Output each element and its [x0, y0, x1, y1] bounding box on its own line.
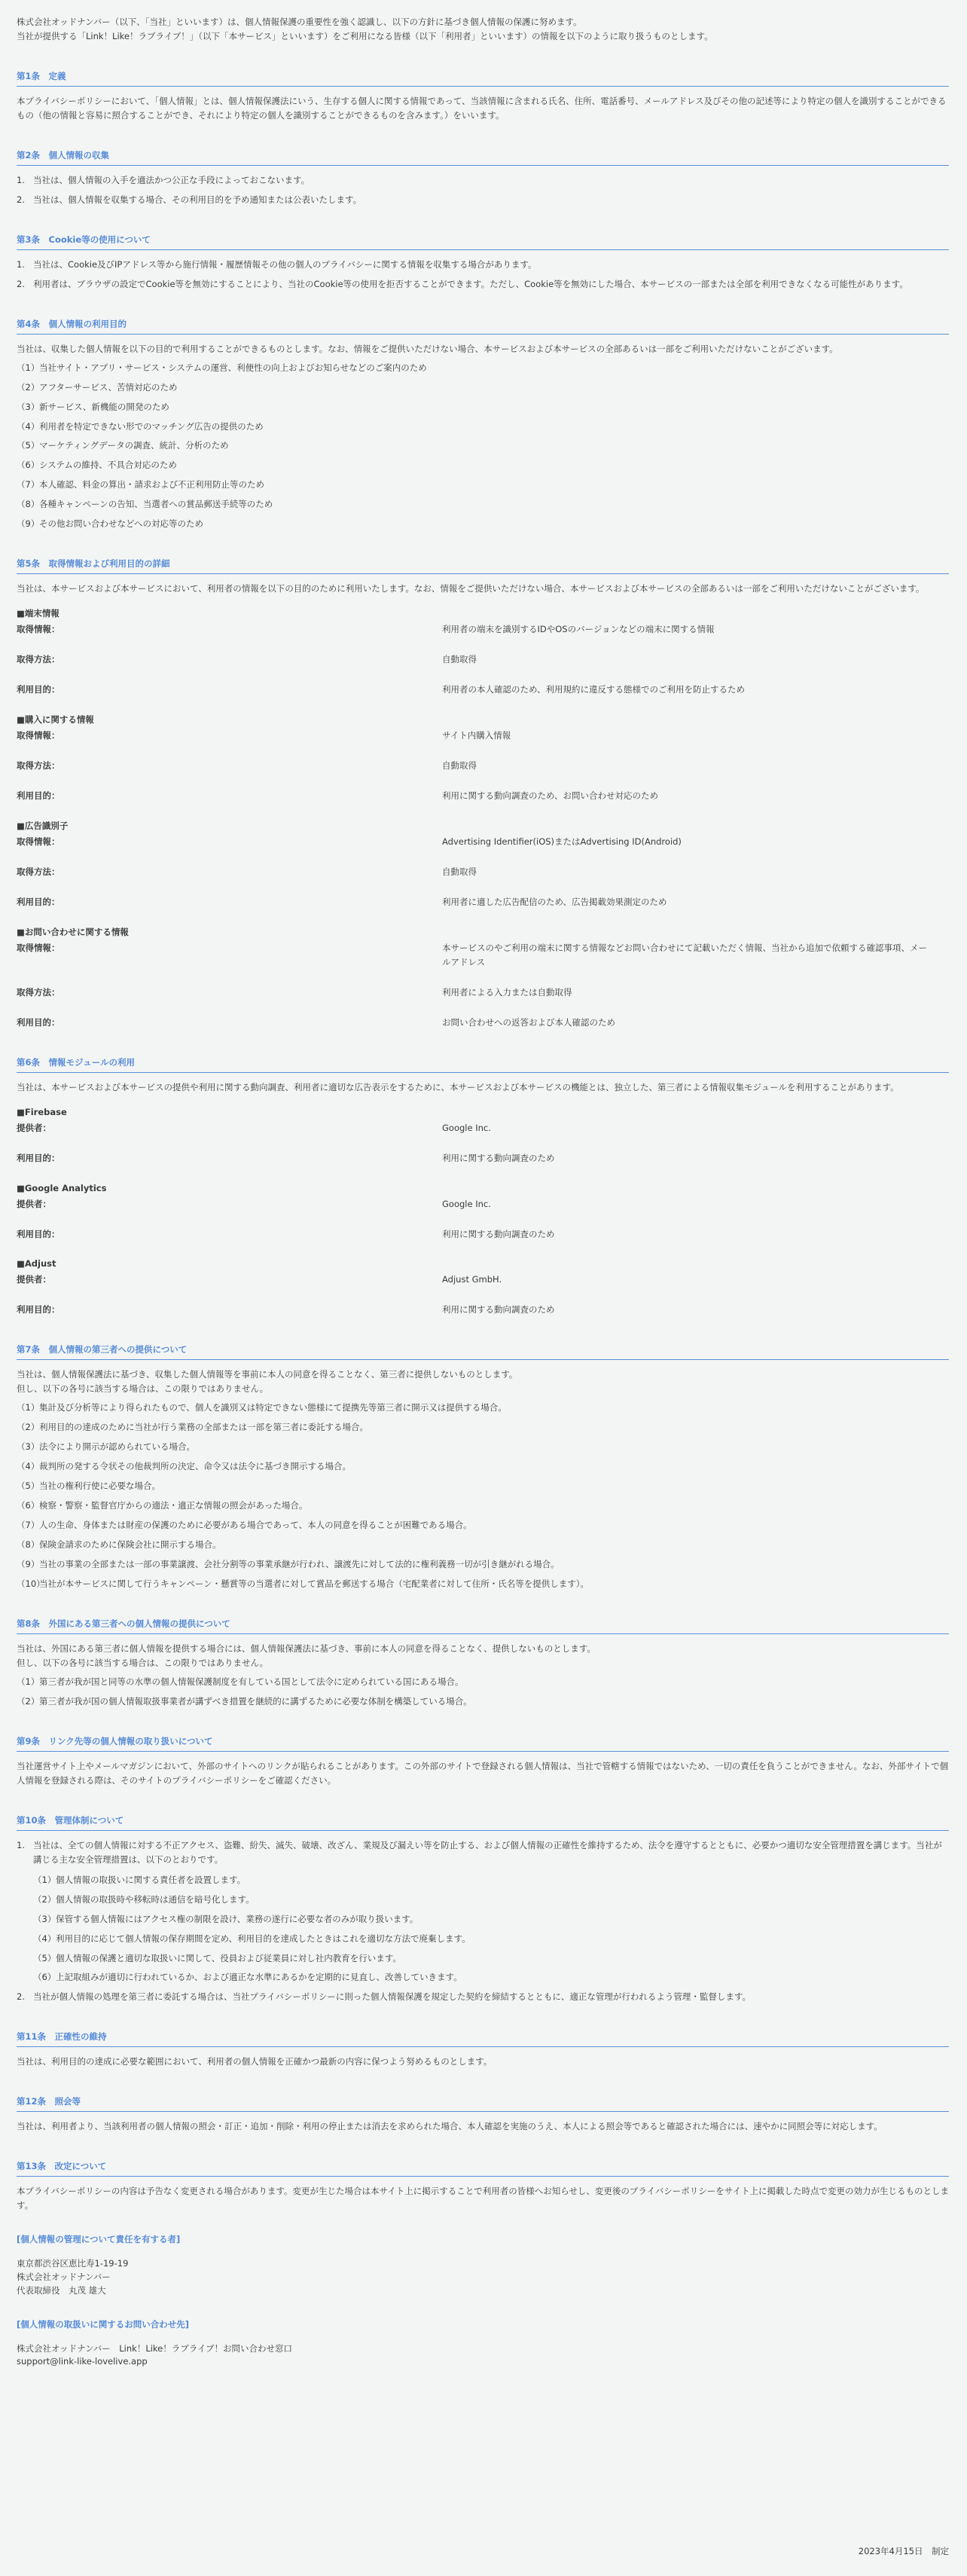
- section-title: 第10条 管理体制について: [17, 1814, 949, 1831]
- item-text: 上記取組みが適切に行われているか、および適正な水準にあるかを定期的に見直し、改善していきます。: [56, 1972, 462, 1983]
- info-row: [17, 835, 949, 849]
- group-title: ■端末情報: [17, 608, 59, 619]
- list-item: [17, 361, 949, 375]
- section-definition: [17, 69, 949, 123]
- item-number: （8）: [17, 1539, 40, 1551]
- exception-list: [17, 1401, 949, 1591]
- group-title: ■広告識別子: [17, 820, 69, 831]
- section-cookie: [17, 233, 949, 292]
- item-number: （10）: [17, 1578, 45, 1589]
- info-row: [17, 1303, 949, 1317]
- item-text: 個人情報の取扱いに関する責任者を設置します。: [56, 1874, 246, 1885]
- item-number: （6）: [33, 1972, 56, 1983]
- list-item: [17, 439, 949, 453]
- section-inquiry: [17, 2095, 949, 2134]
- item-number: （1）: [17, 1402, 40, 1413]
- item-text: 第三者が我が国の個人情報取扱事業者が講ずべき措置を継続的に講ずるために必要な体制を構築している場合。: [39, 1695, 472, 1707]
- section-title: 第9条 リンク先等の個人情報の取り扱いについて: [17, 1734, 949, 1752]
- info-value: 利用に関する動向調査のため、お問い合わせ対応のため: [442, 790, 659, 802]
- company-name: 株式会社オッドナンバー: [17, 2271, 111, 2282]
- item-text: 第三者が我が国と同等の水準の個人情報保護制度を有している国として法令に定められている国にある場合。: [39, 1676, 464, 1687]
- info-key: 利用目的：: [17, 1304, 60, 1316]
- list-item: [17, 1440, 949, 1454]
- item-number: （2）: [17, 1422, 40, 1433]
- item-number: 1.: [17, 258, 25, 270]
- section-text-2: 但し、以下の各号に該当する場合は、この限りではありません。: [17, 1383, 269, 1395]
- item-number: 2.: [17, 278, 25, 289]
- section-title: 第8条 外国にある第三者への個人情報の提供について: [17, 1617, 949, 1634]
- info-key: 利用目的：: [17, 790, 60, 802]
- section-revision: [17, 2159, 949, 2213]
- list-item: [17, 258, 949, 272]
- section-text: 当社は、個人情報保護法に基づき、収集した個人情報等を事前に本人の同意を得ることなく、第三者に提供しないものとします。: [17, 1369, 518, 1380]
- contact-lines: [17, 2342, 949, 2370]
- info-value: 自動取得: [442, 654, 477, 665]
- group-title: ■Firebase: [17, 1106, 67, 1117]
- contact-heading: [個人情報の管理について責任を有する者]: [17, 2234, 181, 2245]
- item-text: 当社の権利行使に必要な場合。: [39, 1481, 160, 1492]
- info-value: Advertising Identifier(iOS)またはAdvertising ID(Android): [442, 836, 682, 847]
- list-item: [17, 277, 949, 292]
- contact-desk: 株式会社オッドナンバー Link！Like！ラブライブ！お問い合わせ窓口: [17, 2342, 293, 2354]
- list-item: [17, 1538, 949, 1552]
- item-number: （5）: [33, 1952, 56, 1963]
- info-key: 取得方法：: [17, 986, 60, 998]
- section-text: 当社は、本サービスおよび本サービスの提供や利用に関する動向調査、利用者に適切な広告表示をするために、本サービスおよび本サービスの機能とは、独立した、第三者による情報収集モジュールを利用することがあります。: [17, 1081, 899, 1092]
- section-text: 当社運営サイト上やメールマガジンにおいて、外部のサイトへのリンクが貼られることがあります。この外部のサイトで登録される個人情報は、当社で管轄する情報ではないため、一切の責任を負うことができません。なお、外部サイトで個人情報を登録される際は、そのサイトのプライバシーポリシーをご確認ください。: [17, 1760, 949, 1786]
- section-foreign-third-party: [17, 1617, 949, 1709]
- exception-list: [17, 1675, 949, 1709]
- info-key: 取得情報：: [17, 624, 60, 635]
- info-key: 利用目的：: [17, 1228, 60, 1239]
- item-text: アフターサービス、苦情対応のため: [39, 381, 178, 393]
- info-value: サイト内購入情報: [442, 730, 511, 741]
- item-text: 個人情報の取扱時や移転時は通信を暗号化します。: [56, 1893, 255, 1905]
- info-key: 提供者：: [17, 1122, 51, 1133]
- list-item: [17, 420, 949, 434]
- item-number: （3）: [17, 401, 40, 412]
- item-text: 利用目的の達成のために当社が行う業務の全部または一部を第三者に委託する場合。: [39, 1422, 368, 1433]
- item-number: （5）: [17, 1481, 40, 1492]
- list-item: [17, 497, 949, 512]
- list-item: [17, 1557, 949, 1572]
- info-group: [17, 1257, 949, 1317]
- item-text: 保険金請求のために保険会社に開示する場合。: [39, 1539, 221, 1551]
- item-number: （2）: [33, 1893, 56, 1905]
- support-email-link[interactable]: support@link-like-lovelive.app: [17, 2356, 148, 2367]
- list-item: [17, 1401, 949, 1415]
- list-item: [17, 1499, 949, 1513]
- item-text: 当社は、Cookie及びIPアドレス等から施行情報・履歴情報その他の個人のプライバシーに関する情報を収集する場合があります。: [33, 258, 537, 270]
- numbered-list: [17, 1990, 949, 2004]
- info-row: [17, 1197, 949, 1212]
- info-group: [17, 1181, 949, 1242]
- section-title: 第4条 個人情報の利用目的: [17, 317, 949, 335]
- info-row: [17, 759, 949, 773]
- info-value: 利用に関する動向調査のため: [442, 1304, 555, 1316]
- info-value: Adjust GmbH.: [442, 1274, 502, 1285]
- list-item: [17, 517, 949, 531]
- safety-measures-list: [33, 1873, 949, 1985]
- info-row: [17, 895, 949, 909]
- item-number: （2）: [17, 381, 40, 393]
- list-item: [33, 1970, 949, 1985]
- item-text: 当社は、全ての個人情報に対する不正アクセス、盗難、紛失、滅失、破壊、改ざん、業規及び漏えい等を防止する、および個人情報の正確性を維持するため、法令を遵守するとともに、必要かつ適切な安全管理措置を講じます。当社が講じる主な安全管理措置は、以下のとおりです。: [33, 1839, 942, 1865]
- info-value: 本サービスのやご利用の端末に関する情報などお問い合わせにて記載いただく情報、当社から追加で依頼する確認事項、メールアドレス: [442, 942, 927, 967]
- item-text: 当社は、個人情報の入手を適法かつ公正な手段によっておこないます。: [33, 174, 310, 185]
- item-number: （9）: [17, 1559, 40, 1570]
- group-title: ■Google Analytics: [17, 1182, 107, 1193]
- section-links: [17, 1734, 949, 1788]
- section-title: 第1条 定義: [17, 69, 949, 87]
- item-number: （1）: [17, 1676, 40, 1687]
- section-text: 当社は、収集した個人情報を以下の目的で利用することができるものとします。なお、情報をご提供いただけない場合、本サービスおよび本サービスの全部あるいは一部をご利用いただけないことがございます。: [17, 343, 838, 354]
- section-collection: [17, 148, 949, 207]
- section-text: 当社は、外国にある第三者に個人情報を提供する場合には、個人情報保護法に基づき、事前に本人の同意を得ることなく、提供しないものとします。: [17, 1642, 596, 1654]
- item-text: 法令により開示が認められている場合。: [39, 1441, 195, 1453]
- item-text: 保管する個人情報にはアクセス権の制限を設け、業務の遂行に必要な者のみが取り扱います。: [56, 1913, 419, 1924]
- list-item: [33, 1912, 949, 1927]
- info-key: 利用目的：: [17, 1152, 60, 1163]
- info-group: [17, 607, 949, 697]
- info-value: Google Inc.: [442, 1122, 491, 1133]
- info-row: [17, 985, 949, 1000]
- info-group: [17, 1105, 949, 1166]
- item-number: （9）: [17, 518, 40, 530]
- group-title: ■購入に関する情報: [17, 714, 94, 726]
- list-item: [17, 1420, 949, 1435]
- section-third-party: [17, 1343, 949, 1591]
- address-line: 東京都渋谷区恵比寿1-19-19: [17, 2258, 129, 2269]
- inquiry-contact: [17, 2318, 949, 2370]
- list-item: [17, 1459, 949, 1474]
- numbered-list: [17, 173, 949, 207]
- representative: 代表取締役 丸茂 雄大: [17, 2284, 106, 2296]
- item-number: （3）: [33, 1913, 56, 1924]
- contact-lines: [17, 2257, 949, 2297]
- section-acquired-info: [17, 557, 949, 1029]
- list-item: [33, 1951, 949, 1966]
- list-item: [17, 1577, 949, 1591]
- section-title: 第11条 正確性の維持: [17, 2030, 949, 2047]
- section-title: 第7条 個人情報の第三者への提供について: [17, 1343, 949, 1360]
- item-number: （5）: [17, 440, 40, 451]
- list-item: [17, 1990, 949, 2004]
- list-item: [17, 458, 949, 472]
- numbered-list: [17, 258, 949, 292]
- info-group: [17, 713, 949, 803]
- item-text: 人の生命、身体または財産の保護のために必要がある場合であって、本人の同意を得ることが困難である場合。: [39, 1520, 472, 1531]
- info-value: お問い合わせへの返答および本人確認のため: [442, 1016, 615, 1028]
- responsible-party: [17, 2232, 949, 2297]
- info-group: [17, 819, 949, 909]
- numbered-list: [17, 1838, 949, 1867]
- info-key: 利用目的：: [17, 1016, 60, 1028]
- list-item: [17, 1479, 949, 1493]
- info-value: 利用者に適した広告配信のため、広告掲載効果測定のため: [442, 896, 667, 907]
- section-title: 第5条 取得情報および利用目的の詳細: [17, 557, 949, 574]
- list-item: [17, 1675, 949, 1689]
- section-management: [17, 1814, 949, 2005]
- info-row: [17, 789, 949, 803]
- section-purpose: [17, 317, 949, 532]
- section-title: 第3条 Cookie等の使用について: [17, 233, 949, 250]
- enactment-date: 2023年4月15日 制定: [858, 2546, 949, 2556]
- item-number: （4）: [17, 1461, 40, 1472]
- section-accuracy: [17, 2030, 949, 2069]
- intro: [17, 15, 949, 44]
- list-item: [17, 173, 949, 188]
- info-row: [17, 1121, 949, 1135]
- item-text: システムの維持、不具合対応のため: [39, 460, 177, 471]
- info-row: [17, 683, 949, 697]
- intro-line-2: 当社が提供する「Link！Like！ラブライブ！」（以下「本サービス」といいます）をご利用になる皆様（以下「利用者」といいます）の情報を以下のように取り扱うものとします。: [17, 30, 713, 41]
- section-text: 当社は、利用者より、当該利用者の個人情報の照会・訂正・追加・削除・利用の停止または消去を求められた場合、本人確認を実施のうえ、本人による照会等であると確認された場合には、速やかに同照会等に対応します。: [17, 2121, 883, 2132]
- list-item: [17, 478, 949, 492]
- info-row: [17, 622, 949, 637]
- item-text: 検察・警察・監督官庁からの適法・適正な情報の照会があった場合。: [39, 1500, 308, 1511]
- info-group: [17, 925, 949, 1030]
- section-title: 第2条 個人情報の収集: [17, 148, 949, 166]
- acquired-info-groups: [17, 607, 949, 1029]
- item-number: （6）: [17, 460, 40, 471]
- item-number: （4）: [17, 420, 40, 432]
- item-text: 利用者は、ブラウザの設定でCookie等を無効にすることにより、当社のCookie等の使用を拒否することができます。ただし、Cookie等を無効にした場合、本サービスの一部または全部を利用できなくなる可能性があります。: [33, 278, 908, 289]
- info-value: 利用に関する動向調査のため: [442, 1152, 555, 1163]
- item-text: 当社が本サービスに関して行うキャンペーン・懸賞等の当選者に対して賞品を郵送する場合（宅配業者に対して住所・氏名等を提供します）。: [39, 1578, 590, 1589]
- info-key: 提供者：: [17, 1198, 51, 1209]
- item-number: （7）: [17, 479, 40, 490]
- section-title: 第12条 照会等: [17, 2095, 949, 2112]
- item-number: （1）: [33, 1874, 56, 1885]
- item-text: 当社が個人情報の処理を第三者に委託する場合は、当社プライバシーポリシーに則った個人情報保護を規定した契約を締結するとともに、適正な管理が行われるよう管理・監督します。: [33, 1991, 751, 2003]
- info-value: 利用者の端末を識別するIDやOSのバージョンなどの端末に関する情報: [442, 624, 715, 635]
- section-title: 第13条 改定について: [17, 2159, 949, 2177]
- item-number: （3）: [17, 1441, 40, 1453]
- info-key: 取得情報：: [17, 942, 60, 953]
- item-text: 当社サイト・アプリ・サービス・システムの運営、利便性の向上およびお知らせなどのご案内のため: [39, 362, 427, 373]
- purpose-list: [17, 361, 949, 532]
- contact-heading: [個人情報の取扱いに関するお問い合わせ先]: [17, 2318, 190, 2330]
- info-row: [17, 1151, 949, 1166]
- list-item: [17, 400, 949, 414]
- item-text: 利用者を特定できない形でのマッチング広告の提供のため: [39, 420, 264, 432]
- list-item: [33, 1893, 949, 1907]
- section-text: 当社は、本サービスおよび本サービスにおいて、利用者の情報を以下の目的のために利用いたします。なお、情報をご提供いただけない場合、本サービスおよび本サービスの全部あるいは一部をご利用いただけないことがございます。: [17, 583, 925, 594]
- group-title: ■Adjust: [17, 1258, 56, 1270]
- item-text: 利用目的に応じて個人情報の保存期間を定め、利用目的を達成したときはこれを適切な方法で廃棄します。: [56, 1933, 471, 1944]
- info-key: 取得情報：: [17, 836, 60, 847]
- info-key: 利用目的：: [17, 896, 60, 907]
- info-key: 提供者：: [17, 1274, 51, 1285]
- list-item: [17, 380, 949, 395]
- item-number: 2.: [17, 194, 25, 205]
- section-text: 本プライバシーポリシーの内容は予告なく変更される場合があります。変更が生じた場合は本サイト上に掲示することで利用者の皆様へお知らせし、変更後のプライバシーポリシーをサイト上に掲載した時点で変更の効力が生じるものとします。: [17, 2186, 949, 2211]
- item-text: その他お問い合わせなどへの対応等のため: [39, 518, 204, 530]
- item-number: （7）: [17, 1520, 40, 1531]
- info-key: 取得方法：: [17, 760, 60, 772]
- item-text: 個人情報の保護と適切な取扱いに関して、役員および従業員に対し社内教育を行います。: [56, 1952, 401, 1963]
- item-number: （2）: [17, 1695, 40, 1707]
- section-text-2: 但し、以下の各号に該当する場合は、この限りではありません。: [17, 1657, 269, 1668]
- item-text: 当社の事業の全部または一部の事業譲渡、会社分割等の事業承継が行われ、譲渡先に対して法的に権利義務一切が引き継がれる場合。: [39, 1559, 560, 1570]
- item-number: 1.: [17, 174, 25, 185]
- info-value: Google Inc.: [442, 1198, 491, 1209]
- section-text: 本プライバシーポリシーにおいて、「個人情報」とは、個人情報保護法にいう、生存する個人に関する情報であって、当該情報に含まれる氏名、住所、電話番号、メールアドレス及びその他の記述等により特定の個人を識別することができるもの（他の情報と容易に照合することができ、それにより特定の個人を識別することができるものを含みます。）をいいます。: [17, 95, 947, 121]
- item-text: 各種キャンペーンの告知、当選者への賞品郵送手続等のため: [39, 499, 273, 510]
- item-number: （4）: [33, 1933, 56, 1944]
- item-text: 当社は、個人情報を収集する場合、その利用目的を予め通知または公表いたします。: [33, 194, 362, 205]
- info-row: [17, 1227, 949, 1242]
- info-value: 自動取得: [442, 866, 477, 877]
- intro-line-1: 株式会社オッドナンバー（以下、「当社」といいます）は、個人情報保護の重要性を強く認識し、以下の方針に基づき個人情報の保護に努めます。: [17, 17, 582, 27]
- item-text: 裁判所の発する令状その他裁判所の決定、命令又は法令に基づき開示する場合。: [39, 1461, 351, 1472]
- item-text: マーケティングデータの調査、統計、分析のため: [39, 440, 229, 451]
- info-row: [17, 865, 949, 879]
- info-key: 取得情報：: [17, 730, 60, 741]
- info-value: 利用に関する動向調査のため: [442, 1228, 555, 1239]
- list-item: [33, 1932, 949, 1946]
- info-key: 利用目的：: [17, 684, 60, 695]
- info-value: 利用者の本人確認のため、利用規約に違反する態様でのご利用を防止するため: [442, 684, 746, 695]
- section-title: 第6条 情報モジュールの利用: [17, 1056, 949, 1073]
- item-text: 本人確認、料金の算出・請求および不正利用防止等のため: [39, 479, 264, 490]
- info-row: [17, 941, 949, 970]
- section-text: 当社は、利用目的の達成に必要な範囲において、利用者の個人情報を正確かつ最新の内容に保つよう努めるものとします。: [17, 2056, 493, 2067]
- item-number: （8）: [17, 499, 40, 510]
- item-number: 1.: [17, 1839, 25, 1850]
- info-value: 利用者による入力または自動取得: [442, 986, 572, 998]
- list-item: [17, 1694, 949, 1709]
- item-number: 2.: [17, 1991, 25, 2003]
- item-number: （6）: [17, 1500, 40, 1511]
- group-title: ■お問い合わせに関する情報: [17, 926, 129, 937]
- info-row: [17, 652, 949, 667]
- item-text: 新サービス、新機能の開発のため: [39, 401, 169, 412]
- list-item: [17, 1518, 949, 1532]
- info-value: 自動取得: [442, 760, 477, 772]
- section-modules: [17, 1056, 949, 1318]
- module-groups: [17, 1105, 949, 1318]
- info-row: [17, 729, 949, 743]
- list-item: [33, 1873, 949, 1887]
- item-number: （1）: [17, 362, 40, 373]
- list-item: [17, 193, 949, 207]
- info-key: 取得方法：: [17, 866, 60, 877]
- info-key: 取得方法：: [17, 654, 60, 665]
- info-row: [17, 1273, 949, 1287]
- info-row: [17, 1016, 949, 1030]
- item-text: 集計及び分析等により得られたもので、個人を識別又は特定できない態様にて提携先等第三者に開示又は提供する場合。: [39, 1402, 507, 1413]
- list-item: [17, 1838, 949, 1867]
